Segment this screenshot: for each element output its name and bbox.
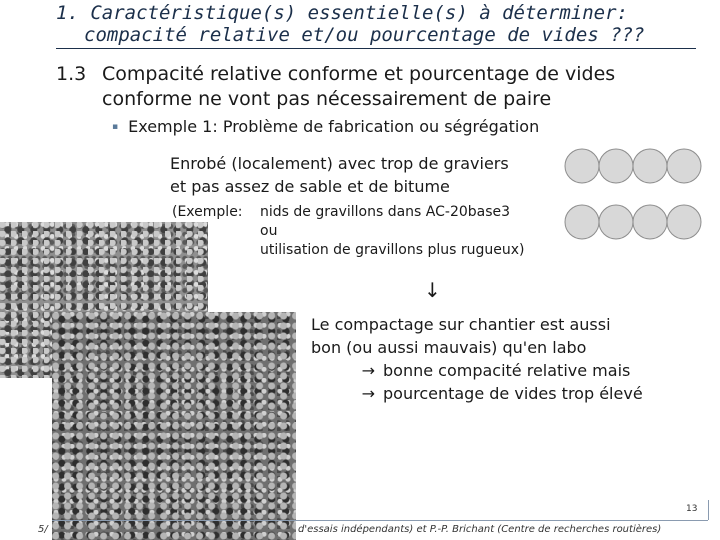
aggregate-circle [633, 205, 667, 239]
aggregate-circle [633, 149, 667, 183]
right-arrow-icon: → [361, 361, 375, 380]
enrobe-description [170, 152, 509, 198]
bullet-text: Problème de fabrication ou ségrégation [217, 117, 540, 136]
example-note-line-3: utilisation de gravillons plus rugueux) [260, 242, 525, 258]
page-number: 13 [686, 504, 698, 514]
footer-right-text: d'essais indépendants) et P.-P. Brichant (Centre de recherches routières) [298, 524, 662, 535]
aggregate-circle [565, 149, 599, 183]
enrobe-line-1: Enrobé (localement) avec trop de graviers [170, 154, 509, 173]
aggregate-packing-diagram [562, 146, 712, 242]
conclusion-result-2: pourcentage de vides trop élevé [383, 384, 643, 403]
footer-left-text: 5/ [38, 524, 48, 535]
conclusion-line-2: bon (ou aussi mauvais) qu'en labo [311, 338, 587, 357]
asphalt-photo-2 [52, 312, 296, 540]
bullet-label: Exemple 1: [128, 117, 218, 136]
section-line-1: Compacité relative conforme et pourcentage de vides [102, 63, 616, 85]
example-note-line-2: ou [260, 223, 278, 239]
example-note [172, 203, 525, 260]
section-line-2: conforme ne vont pas nécessairement de paire [102, 88, 552, 110]
aggregate-circle [667, 149, 701, 183]
title-line-2: compacité relative et/ou pourcentage de vides ??? [84, 24, 645, 46]
right-arrow-icon: → [361, 384, 375, 403]
enrobe-line-2: et pas assez de sable et de bitume [170, 177, 450, 196]
section-number: 1.3 [56, 63, 87, 85]
slide-title [56, 2, 696, 49]
bullet-example-1 [112, 117, 539, 137]
footer-divider [52, 520, 708, 521]
section-heading [56, 62, 696, 112]
conclusion-block [311, 313, 643, 405]
footer-divider-vertical [708, 500, 709, 520]
example-note-label: (Exemple: [172, 204, 243, 220]
example-note-line-1: nids de gravillons dans AC-20base3 [260, 204, 511, 220]
title-line-1: 1. Caractéristique(s) essentielle(s) à déterminer: [56, 2, 628, 24]
aggregate-circle [599, 205, 633, 239]
down-arrow-icon: ↓ [424, 278, 441, 302]
aggregate-circle [599, 149, 633, 183]
aggregate-circle [667, 205, 701, 239]
conclusion-result-1: bonne compacité relative mais [383, 361, 631, 380]
aggregate-circle [565, 205, 599, 239]
conclusion-line-1: Le compactage sur chantier est aussi [311, 315, 611, 334]
bullet-square-icon: ▪ [112, 122, 119, 132]
